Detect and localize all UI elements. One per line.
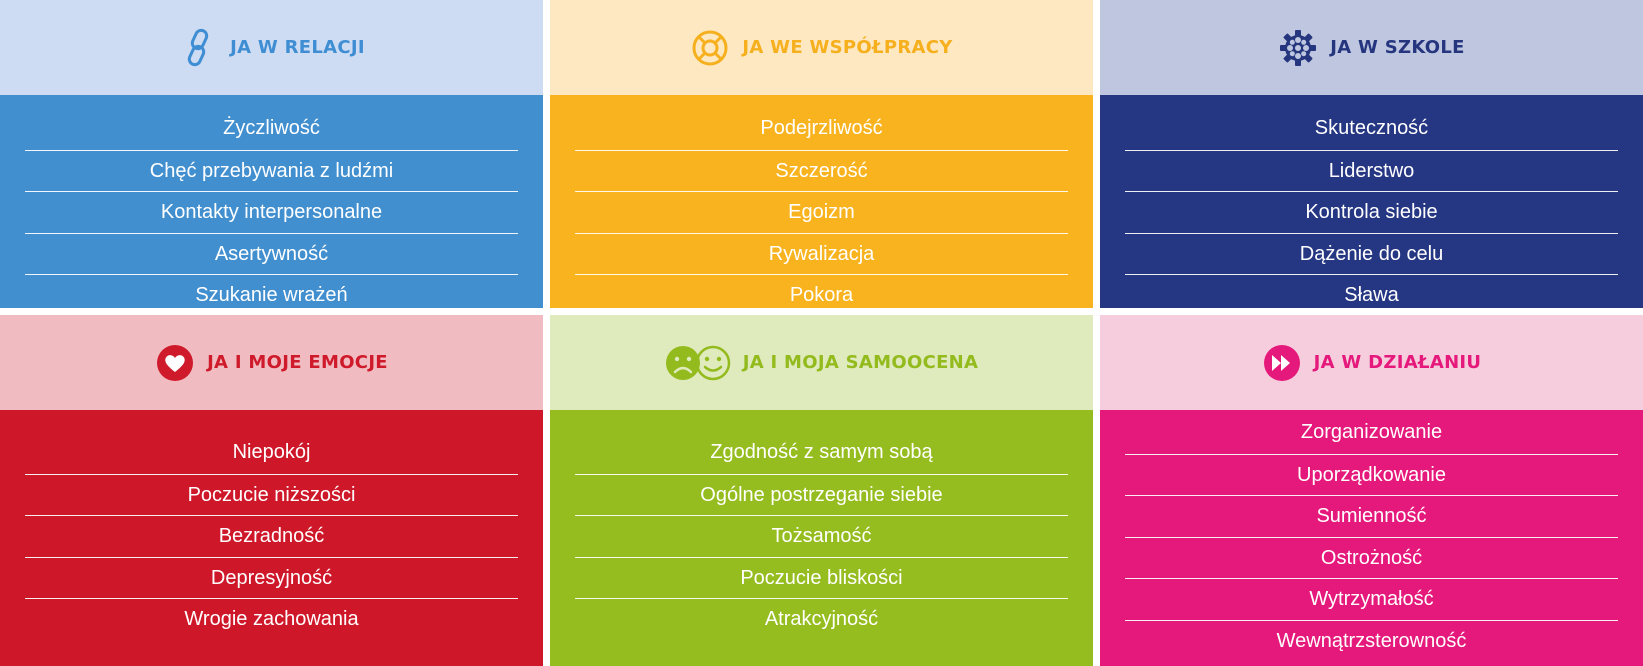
panel-ja-w-dzialaniu bbox=[1100, 315, 1643, 666]
heart-icon bbox=[155, 343, 195, 383]
gear-icon bbox=[1278, 28, 1318, 68]
panel-ja-w-relacji bbox=[0, 0, 543, 308]
panel-body bbox=[0, 410, 543, 666]
list-item: Wewnątrzsterowność bbox=[1125, 620, 1618, 662]
panel-body bbox=[1100, 95, 1643, 308]
list-item: Skuteczność bbox=[1314, 117, 1429, 139]
panel-title: JA I MOJE EMOCJE bbox=[207, 352, 388, 373]
panel-header bbox=[0, 0, 543, 95]
list-item: Szczerość bbox=[575, 150, 1068, 192]
list-item: Tożsamość bbox=[575, 515, 1068, 557]
list-item: Pokora bbox=[575, 274, 1068, 308]
panel-header bbox=[1100, 0, 1643, 95]
panel-title: JA W RELACJI bbox=[230, 37, 365, 58]
panel-title: JA W SZKOLE bbox=[1330, 37, 1465, 58]
sad-happy-faces-icon bbox=[665, 343, 731, 383]
list-item: Poczucie niższości bbox=[25, 474, 518, 516]
panel-body bbox=[0, 95, 543, 308]
list-item: Poczucie bliskości bbox=[575, 557, 1068, 599]
list-item: Egoizm bbox=[575, 191, 1068, 233]
list-item: Podejrzliwość bbox=[760, 117, 883, 139]
panel-body bbox=[550, 410, 1093, 666]
list-item: Życzliwość bbox=[223, 117, 320, 139]
panel-header bbox=[1100, 315, 1643, 410]
panel-body bbox=[1100, 410, 1643, 666]
panel-ja-i-moja-samoocena bbox=[550, 315, 1093, 666]
list-item: Atrakcyjność bbox=[575, 598, 1068, 640]
list-item: Wrogie zachowania bbox=[25, 598, 518, 640]
fast-forward-icon bbox=[1262, 343, 1302, 383]
list-item: Szukanie wrażeń bbox=[25, 274, 518, 308]
list-item: Sumienność bbox=[1125, 495, 1618, 537]
list-item: Asertywność bbox=[25, 233, 518, 275]
list-item: Dążenie do celu bbox=[1125, 233, 1618, 275]
list-item: Liderstwo bbox=[1125, 150, 1618, 192]
panel-ja-w-szkole bbox=[1100, 0, 1643, 308]
panel-title: JA I MOJA SAMOOCENA bbox=[742, 352, 979, 373]
panel-ja-we-wspolpracy bbox=[550, 0, 1093, 308]
list-item: Wytrzymałość bbox=[1125, 578, 1618, 620]
list-item: Kontakty interpersonalne bbox=[25, 191, 518, 233]
list-item: Chęć przebywania z ludźmi bbox=[25, 150, 518, 192]
panel-header bbox=[0, 315, 543, 410]
list-item: Uporządkowanie bbox=[1125, 454, 1618, 496]
panel-title: JA W DZIAŁANIU bbox=[1313, 352, 1482, 373]
list-item: Zgodność z samym sobą bbox=[710, 441, 933, 463]
panel-body bbox=[550, 95, 1093, 308]
list-item: Niepokój bbox=[232, 441, 311, 463]
list-item: Depresyjność bbox=[25, 557, 518, 599]
panel-header bbox=[550, 0, 1093, 95]
list-item: Rywalizacja bbox=[575, 233, 1068, 275]
list-item: Bezradność bbox=[25, 515, 518, 557]
list-item: Sława bbox=[1125, 274, 1618, 308]
panel-header bbox=[550, 315, 1093, 410]
lifebuoy-icon bbox=[690, 28, 730, 68]
panel-ja-i-moje-emocje bbox=[0, 315, 543, 666]
list-item: Ostrożność bbox=[1125, 537, 1618, 579]
list-item: Zorganizowanie bbox=[1300, 421, 1443, 443]
list-item: Kontrola siebie bbox=[1125, 191, 1618, 233]
chain-link-icon bbox=[178, 28, 218, 68]
list-item: Ogólne postrzeganie siebie bbox=[575, 474, 1068, 516]
panel-title: JA WE WSPÓŁPRACY bbox=[742, 37, 953, 58]
